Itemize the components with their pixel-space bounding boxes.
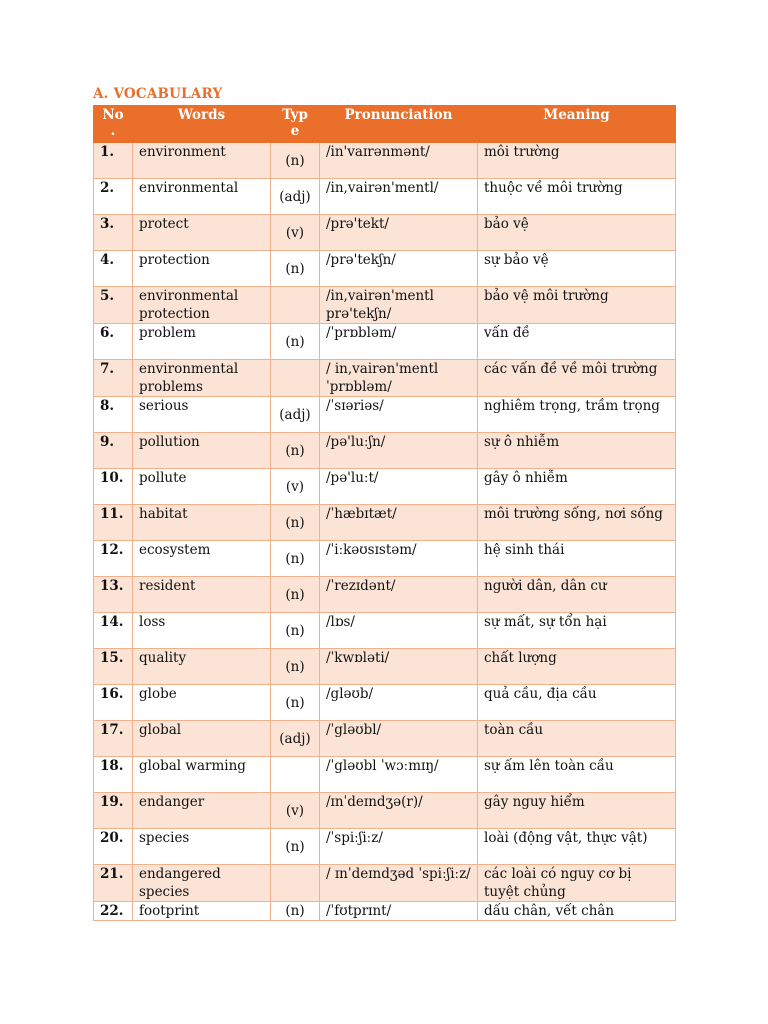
word-cell: footprint [133,902,271,921]
table-row [94,541,676,577]
type-cell: (n) [271,324,320,360]
row-number: 22. [94,902,133,921]
type-cell: (n) [271,649,320,685]
meaning-cell: nghiêm trọng, trầm trọng [478,397,676,433]
word-cell: ecosystem [133,541,271,577]
pronunciation-cell: /ˈrezɪdənt/ [320,577,478,613]
meaning-cell: gây ô nhiễm [478,469,676,505]
pronunciation-cell: /ˈgləʊbl ˈwɔːmɪŋ/ [320,757,478,793]
pronunciation-cell: /in,vairən'mentl/ [320,179,478,215]
type-cell: (n) [271,505,320,541]
word-cell: problem [133,324,271,360]
word-cell: global warming [133,757,271,793]
pronunciation-cell: /ˈiːkəʊsɪstəm/ [320,541,478,577]
pronunciation-cell: /in,vairən'mentl prə'tekʃn/ [320,287,478,324]
table-row [94,397,676,433]
type-cell: (n) [271,902,320,921]
meaning-cell: môi trường [478,143,676,179]
word-cell: environment [133,143,271,179]
meaning-cell: sự ô nhiễm [478,433,676,469]
table-row [94,215,676,251]
header-meaning: Meaning [478,106,676,143]
word-cell: global [133,721,271,757]
type-cell [271,360,320,397]
vocabulary-table [93,105,676,921]
type-cell: (n) [271,143,320,179]
meaning-cell: sự mất, sự tổn hại [478,613,676,649]
table-row [94,360,676,397]
row-number: 5. [94,287,133,324]
word-cell: endanger [133,793,271,829]
table-row [94,324,676,360]
table-row [94,505,676,541]
row-number: 20. [94,829,133,865]
table-row [94,829,676,865]
meaning-cell: hệ sinh thái [478,541,676,577]
table-row [94,469,676,505]
meaning-cell: sự ấm lên toàn cầu [478,757,676,793]
pronunciation-cell: /ˈgləʊbl/ [320,721,478,757]
table-row [94,251,676,287]
meaning-cell: bảo vệ [478,215,676,251]
table-header-row [94,106,676,143]
word-cell: endangered species [133,865,271,902]
type-cell: (n) [271,829,320,865]
word-cell: resident [133,577,271,613]
pronunciation-cell: / in,vairən'mentl ˈprɒbləm/ [320,360,478,397]
pronunciation-cell: / ɪnˈdeɪndʒəd ˈspiːʃiːz/ [320,865,478,902]
row-number: 11. [94,505,133,541]
header-words: Words [133,106,271,143]
pronunciation-cell: /in'vaɪrənmənt/ [320,143,478,179]
word-cell: protect [133,215,271,251]
row-number: 7. [94,360,133,397]
pronunciation-cell: /pə'luːt/ [320,469,478,505]
section-title: A. VOCABULARY [93,86,223,102]
pronunciation-cell: /prə'tekʃn/ [320,251,478,287]
row-number: 6. [94,324,133,360]
table-row [94,721,676,757]
table-row [94,757,676,793]
type-cell: (adj) [271,397,320,433]
table-body [94,143,676,921]
word-cell: environmental protection [133,287,271,324]
pronunciation-cell: /lɒs/ [320,613,478,649]
row-number: 14. [94,613,133,649]
type-cell [271,287,320,324]
row-number: 9. [94,433,133,469]
type-cell: (v) [271,469,320,505]
row-number: 21. [94,865,133,902]
word-cell: protection [133,251,271,287]
meaning-cell: người dân, dân cư [478,577,676,613]
header-type: Typ e [271,106,320,143]
pronunciation-cell: /gləʊb/ [320,685,478,721]
row-number: 15. [94,649,133,685]
table-row [94,685,676,721]
meaning-cell: bảo vệ môi trường [478,287,676,324]
type-cell: (v) [271,215,320,251]
type-cell: (adj) [271,179,320,215]
table-row [94,902,676,921]
pronunciation-cell: /ɪnˈdeɪndʒə(r)/ [320,793,478,829]
table-row [94,179,676,215]
table-row [94,865,676,902]
type-cell: (v) [271,793,320,829]
meaning-cell: các loài có nguy cơ bị tuyệt chủng [478,865,676,902]
word-cell: habitat [133,505,271,541]
table-row [94,649,676,685]
meaning-cell: thuộc về môi trường [478,179,676,215]
row-number: 12. [94,541,133,577]
word-cell: serious [133,397,271,433]
row-number: 17. [94,721,133,757]
pronunciation-cell: /pə'luːʃn/ [320,433,478,469]
type-cell: (adj) [271,721,320,757]
word-cell: loss [133,613,271,649]
type-cell: (n) [271,433,320,469]
meaning-cell: quả cầu, địa cầu [478,685,676,721]
pronunciation-cell: /ˈprɒbləm/ [320,324,478,360]
meaning-cell: loài (động vật, thực vật) [478,829,676,865]
table-row [94,577,676,613]
row-number: 3. [94,215,133,251]
row-number: 13. [94,577,133,613]
type-cell [271,865,320,902]
type-cell: (n) [271,577,320,613]
pronunciation-cell: /ˈsɪəriəs/ [320,397,478,433]
meaning-cell: dấu chân, vết chân [478,902,676,921]
word-cell: globe [133,685,271,721]
meaning-cell: các vấn đề về môi trường [478,360,676,397]
type-cell: (n) [271,685,320,721]
word-cell: pollution [133,433,271,469]
word-cell: quality [133,649,271,685]
table-row [94,287,676,324]
word-cell: pollute [133,469,271,505]
type-cell [271,757,320,793]
row-number: 18. [94,757,133,793]
meaning-cell: sự bảo vệ [478,251,676,287]
row-number: 19. [94,793,133,829]
meaning-cell: vấn đề [478,324,676,360]
word-cell: environmental problems [133,360,271,397]
pronunciation-cell: /ˈkwɒləti/ [320,649,478,685]
word-cell: species [133,829,271,865]
table-row [94,433,676,469]
row-number: 8. [94,397,133,433]
meaning-cell: chất lượng [478,649,676,685]
row-number: 1. [94,143,133,179]
header-pronunciation: Pronunciation [320,106,478,143]
row-number: 10. [94,469,133,505]
row-number: 2. [94,179,133,215]
pronunciation-cell: /prə'tekt/ [320,215,478,251]
type-cell: (n) [271,251,320,287]
table-row [94,613,676,649]
pronunciation-cell: /ˈhæbɪtæt/ [320,505,478,541]
pronunciation-cell: /ˈfʊtprɪnt/ [320,902,478,921]
pronunciation-cell: /ˈspiːʃiːz/ [320,829,478,865]
meaning-cell: gây nguy hiểm [478,793,676,829]
meaning-cell: môi trường sống, nơi sống [478,505,676,541]
type-cell: (n) [271,613,320,649]
type-cell: (n) [271,541,320,577]
row-number: 4. [94,251,133,287]
row-number: 16. [94,685,133,721]
meaning-cell: toàn cầu [478,721,676,757]
table-row [94,793,676,829]
table-row [94,143,676,179]
header-no: No . [94,106,133,143]
word-cell: environmental [133,179,271,215]
